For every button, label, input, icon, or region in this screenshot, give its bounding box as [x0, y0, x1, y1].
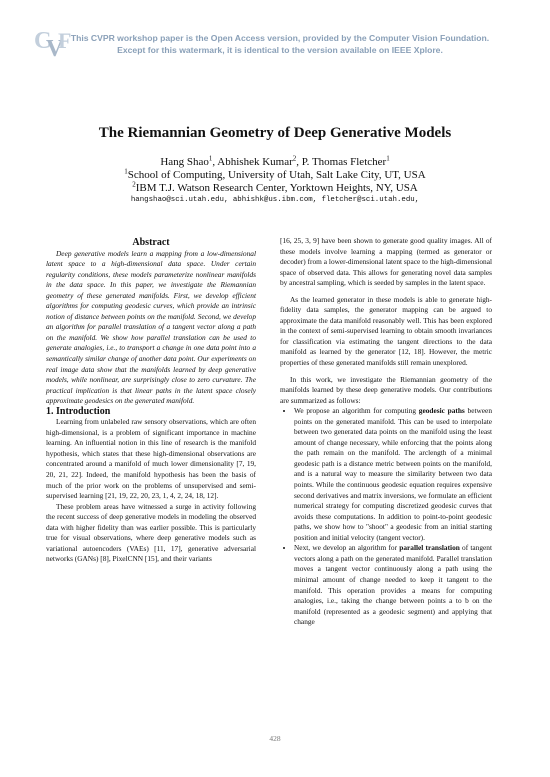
page-number: 428 [269, 734, 281, 743]
svg-text:F: F [58, 28, 72, 53]
author-affil-mark: 2 [292, 154, 297, 163]
svg-text:C: C [34, 28, 52, 54]
author-name: , P. Thomas Fletcher [296, 156, 387, 168]
affiliation-1 [0, 169, 550, 182]
author-name: Hang Shao [160, 156, 209, 168]
body-paragraph-3: In this work, we investigate the Riemannian geometry of the manifolds learned by these deep generative models. Our contributions are summarized as follows: [280, 374, 492, 405]
right-column [280, 236, 492, 628]
affiliation-text: IBM T.J. Watson Research Center, Yorktown Heights, NY, USA [135, 182, 418, 194]
section-heading-introduction: 1. Introduction [46, 405, 111, 417]
author-block [0, 156, 550, 195]
contribution-item-parallel-translation: • Next, we develop an algorithm for parallel translation of tangent vectors along a path on the generated manifold. Parallel translation moves a tangent vector continuously along a path using the minimal amount of change needed to keep it tangent to the manifold. This operation provides a means for computing analogies, i.e., taking the change between points a to b on the manifold (represented as a geodesic segment) and applying that change [294, 543, 492, 627]
affiliation-2 [0, 182, 550, 195]
contributions-list [280, 406, 492, 627]
paper-title: The Riemannian Geometry of Deep Generative Models [98, 125, 452, 141]
term-parallel-translation: parallel translation [399, 543, 460, 553]
cvf-logo-icon [34, 22, 72, 62]
author-name: , Abhishek Kumar [212, 156, 293, 168]
affiliation-text: School of Computing, University of Utah, Salt Lake City, UT, USA [127, 169, 426, 181]
abstract-heading: Abstract [132, 237, 170, 248]
watermark-text [70, 33, 490, 56]
affil-mark: 1 [124, 167, 128, 176]
intro-paragraph-1: Learning from unlabeled raw sensory observations, which are often high-dimensional, is a problem of significant importance in machine learning. An influential notion in this line of research is the manifold hypothesis, which states that these high-dimensional observations are concentrated around a manifold of much lower dimensionality [7, 19, 20, 21, 22]. Indeed, the manifold hypothesis has been the basis of much of the prior work on the problems of unsupervised and semi-supervised learning [21, 19, 22, 20, 23, 1, 4, 2, 24, 18, 12]. [46, 417, 256, 501]
abstract-text: Deep generative models learn a mapping from a low-dimensional latent space to a high-dimensional data space. Under certain regularity conditions, these models parameterize nonlinear manifolds in the data space. In this paper, we investigate the Riemannian geometry of these generated manifolds. First, we develop efficient algorithms for computing geodesic curves, which provide an intrinsic notion of distance between points on the manifold. Second, we develop an algorithm for parallel translation of a tangent vector along a path on the manifold. We show how parallel translation can be used to generate analogies, i.e., to transport a change in one data point into a semantically similar change of another data point. Our experiments on real image data show that the manifolds learned by deep generative models, while nonlinear, are surprisingly close to zero curvature. The practical implication is that linear paths in the latent space closely approximate geodesics on the generated manifold. [46, 248, 256, 406]
body-paragraph-1: [16, 25, 3, 9] have been shown to generate good quality images. All of these models involve learning a mapping (termed as generator or decoder) from a lower-dimensional latent space to the high-dimensional space of observed data. This allows for generating novel data samples by ancestral sampling, which is seeded by samples in the latent space. [280, 236, 492, 288]
watermark-line-2: Except for this watermark, it is identical to the version available on IEEE Xplore. [117, 44, 443, 55]
author-affil-mark: 1 [208, 154, 213, 163]
contribution-item-geodesics: • We propose an algorithm for computing geodesic paths between points on the generated manifold. This can be used to interpolate between two generated data points on the manifold using the least amount of change necessary, while enforcing that the points along the path remain on the manifold. The arclength of a minimal geodesic path is a distance metric between points on the manifold, and is a natural way to measure the similarity between two data points. While the continuous geodesic equation requires expensive second derivatives and matrix inversions, we formulate an efficient numerical strategy for computing discretized geodesic curves that avoids these computations. In addition to point-to-point geodesic paths, we show how to "shoot" a geodesic from an initial starting position and initial velocity (tangent vector). [294, 406, 492, 543]
intro-paragraph-2: These problem areas have witnessed a surge in activity following the recent success of deep generative models in modeling the observed data with higher fidelity than was earlier possible. This is particularly true for visual observations, where deep generative models such as variational autoencoders (VAEs) [11, 17], generative adversarial networks (GANs) [8], PixelCNN [15], and their variants [46, 501, 256, 564]
body-paragraph-2: As the learned generator in these models is able to generate high-fidelity data samples, the generator mapping can be argued to approximate the data manifold reasonably well. This has been explored in the context of semi-supervised learning to obtain smooth invariances for classification via estimating the tangent directions to the data manifold as learned by the generator [12, 18]. However, the metric properties of these generated manifolds still remain unexplored. [280, 294, 492, 368]
author-affil-mark: 1 [386, 154, 390, 163]
svg-text:V: V [46, 36, 64, 62]
affil-mark: 2 [132, 180, 136, 189]
term-geodesic-paths: geodesic paths [418, 406, 465, 416]
author-emails: hangshao@sci.utah.edu, abhishk@us.ibm.com, fletcher@sci.utah.edu, [130, 196, 420, 204]
left-column [46, 238, 256, 565]
author-list [0, 156, 550, 169]
watermark-line-1: This CVPR workshop paper is the Open Access version, provided by the Computer Vision Foundation. [70, 33, 490, 43]
